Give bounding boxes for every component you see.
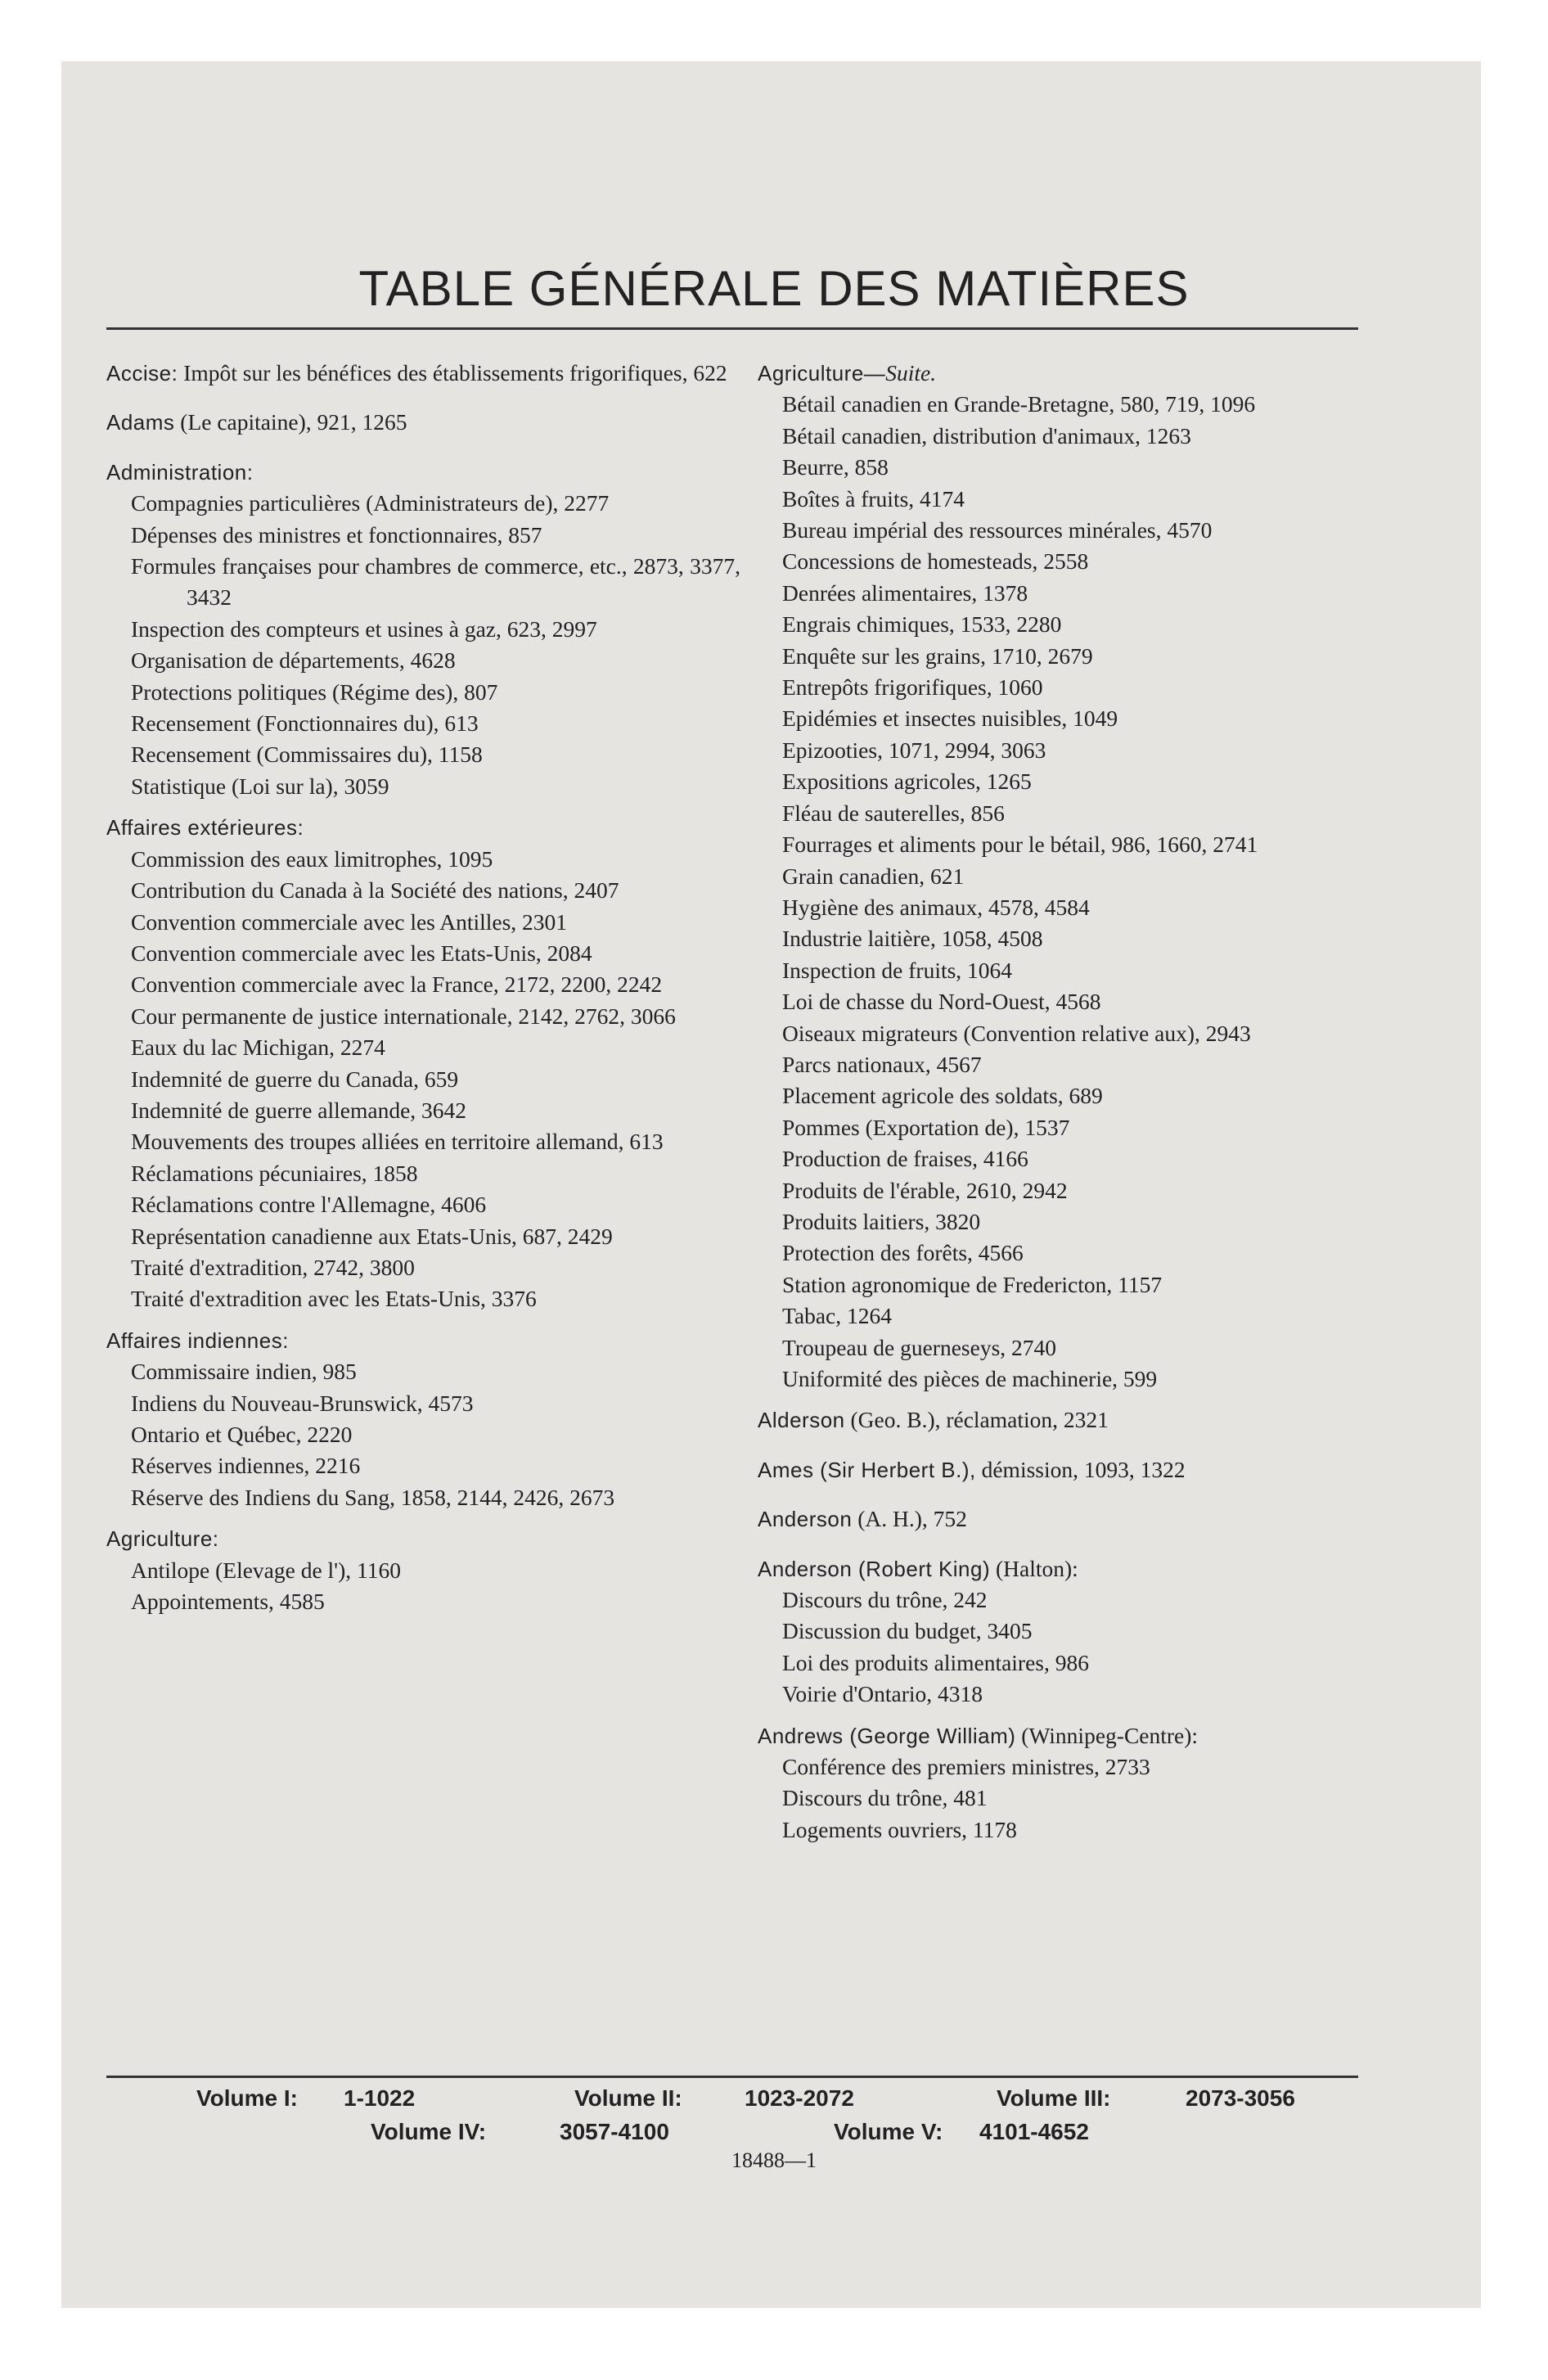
sub-entry-text: Organisation de départements, 4628 [131, 647, 456, 674]
sub-entry-text: Fourrages et aliments pour le bétail, 986, 1660, 2741 [782, 832, 1258, 858]
sub-entry [106, 551, 740, 614]
sub-entry [106, 1586, 740, 1617]
sub-entry-text: Produits de l'érable, 2610, 2942 [782, 1177, 1068, 1203]
index-entry [106, 358, 740, 389]
sub-entry [758, 389, 1367, 420]
index-entry [758, 1454, 1367, 1485]
sub-entry-text: Formules françaises pour chambres de commerce, etc., 2873, 3377, 3432 [131, 553, 740, 611]
sub-entry-text: Compagnies particulières (Administrateurs de), 2277 [131, 490, 610, 516]
sub-entry [758, 1783, 1367, 1814]
sub-entry [106, 708, 740, 739]
sub-entry [758, 484, 1367, 515]
sub-entry [106, 1126, 740, 1157]
sub-entry-text: Convention commerciale avec les Etats-Unis, 2084 [131, 940, 592, 966]
sub-entry [106, 1419, 740, 1450]
entry-head-text: Impôt sur les bénéfices des établissements frigorifiques, 622 [183, 360, 727, 385]
sub-entry-text: Dépenses des ministres et fonctionnaires, 857 [131, 521, 542, 548]
sub-entry [758, 1300, 1367, 1332]
sub-entry [758, 861, 1367, 892]
index-entry [106, 1325, 740, 1513]
entry-head-term: Anderson (Robert King) [758, 1556, 991, 1581]
sub-entry [758, 672, 1367, 703]
sub-entry-text: Epidémies et insectes nuisibles, 1049 [782, 705, 1118, 732]
sub-entry [106, 1095, 740, 1126]
left-column [106, 358, 740, 1627]
sub-entry-text: Appointements, 4585 [131, 1589, 325, 1615]
sub-entry [758, 609, 1367, 640]
index-entry [758, 1553, 1367, 1711]
sub-entry-text: Enquête sur les grains, 1710, 2679 [782, 642, 1093, 669]
sub-entry-text: Eaux du lac Michigan, 2274 [131, 1034, 385, 1061]
entry-heading [758, 1503, 1367, 1535]
index-entry [758, 1503, 1367, 1535]
index-entry [758, 358, 1367, 1395]
sub-entry [106, 677, 740, 708]
sub-entry [758, 1112, 1367, 1143]
sub-entry-text: Indemnité de guerre allemande, 3642 [131, 1097, 467, 1123]
sub-entry-text: Conférence des premiers ministres, 2733 [782, 1754, 1150, 1780]
sub-entry [106, 488, 740, 519]
sub-entry [106, 1032, 740, 1063]
sub-entry-text: Recensement (Fonctionnaires du), 613 [131, 710, 479, 737]
entry-head-term: Alderson [758, 1408, 845, 1433]
sub-entry [106, 1555, 740, 1586]
sub-entry-text: Expositions agricoles, 1265 [782, 769, 1032, 795]
sub-entry-text: Logements ouvriers, 1178 [782, 1816, 1017, 1842]
sub-entry [758, 1584, 1367, 1616]
sub-entry-text: Bureau impérial des ressources minérales, 4570 [782, 517, 1213, 543]
sub-entry [106, 771, 740, 802]
entry-head-term: Accise: [106, 361, 178, 385]
index-entry [758, 1404, 1367, 1436]
sub-entry-text: Beurre, 858 [782, 454, 889, 480]
sub-entry [758, 1616, 1367, 1647]
sub-entry-text: Représentation canadienne aux Etats-Unis, 687, 2429 [131, 1223, 613, 1249]
sub-entry [758, 578, 1367, 609]
sub-entry-text: Réserves indiennes, 2216 [131, 1453, 361, 1479]
entry-head-term: Agriculture— [758, 361, 886, 385]
sub-entry [106, 1001, 740, 1032]
sub-entry [758, 1269, 1367, 1300]
sub-entry-text: Loi de chasse du Nord-Ouest, 4568 [782, 989, 1101, 1015]
index-entry [758, 1720, 1367, 1846]
title-rule [106, 327, 1358, 330]
sub-entry [106, 1158, 740, 1189]
entry-head-text: (Halton): [996, 1555, 1078, 1581]
volume-1-label: Volume I: [196, 2085, 298, 2111]
entry-heading [758, 1553, 1367, 1584]
sub-entry-text: Antilope (Elevage de l'), 1160 [131, 1557, 402, 1583]
sub-entry-text: Engrais chimiques, 1533, 2280 [782, 611, 1062, 638]
sub-entry-text: Loi des produits alimentaires, 986 [782, 1649, 1089, 1675]
sub-entry [106, 1221, 740, 1252]
sub-entry [758, 546, 1367, 577]
sub-entry [758, 421, 1367, 452]
sub-entry-text: Tabac, 1264 [782, 1303, 892, 1329]
sub-entry [758, 766, 1367, 797]
sub-entry [106, 1388, 740, 1419]
entry-heading [106, 1325, 740, 1356]
sub-entry [758, 1332, 1367, 1364]
sub-entry-text: Réserve des Indiens du Sang, 1858, 2144, 2426, 2673 [131, 1484, 615, 1510]
volume-3-label: Volume III: [997, 2085, 1111, 2111]
sub-entry [758, 1206, 1367, 1237]
footer-rule [106, 2076, 1358, 2078]
sub-entry [758, 1080, 1367, 1111]
sub-entry-text: Concessions de homesteads, 2558 [782, 548, 1089, 575]
entry-heading [106, 407, 740, 438]
sub-entry [758, 1049, 1367, 1080]
entry-head-term: Administration: [106, 459, 254, 485]
sub-entry [106, 520, 740, 551]
volume-5-range: 4101-4652 [979, 2119, 1089, 2144]
sub-entry-text: Protection des forêts, 4566 [782, 1240, 1024, 1266]
sub-entry-text: Fléau de sauterelles, 856 [782, 800, 1005, 826]
sub-entry [758, 1143, 1367, 1174]
sub-entry-text: Traité d'extradition avec les Etats-Unis, 3376 [131, 1286, 537, 1312]
sub-entry-text: Statistique (Loi sur la), 3059 [131, 773, 389, 799]
sub-entry-text: Ontario et Québec, 2220 [131, 1422, 353, 1447]
sub-entry-text: Protections politiques (Régime des), 807 [131, 678, 498, 705]
sub-entry [106, 739, 740, 770]
volume-3-range: 2073-3056 [1186, 2085, 1295, 2111]
sub-entry [106, 614, 740, 645]
index-entry [106, 457, 740, 802]
entry-head-term: Affaires indiennes: [106, 1327, 289, 1353]
sub-entry [758, 515, 1367, 546]
entry-head-term: Andrews (George William) [758, 1723, 1016, 1748]
entry-head-text: (Winnipeg-Centre): [1021, 1722, 1199, 1748]
entry-head-term: Ames (Sir Herbert B.), [758, 1457, 976, 1482]
index-entry [106, 1523, 740, 1617]
sub-entry [106, 969, 740, 1000]
sub-entry-text: Pommes (Exportation de), 1537 [782, 1114, 1070, 1140]
entry-heading [106, 457, 740, 488]
volume-5-label: Volume V: [834, 2119, 943, 2144]
sub-entry-text: Inspection de fruits, 1064 [782, 957, 1013, 983]
sub-entry-text: Parcs nationaux, 4567 [782, 1051, 982, 1077]
sub-entry [758, 892, 1367, 923]
sub-entry [106, 1482, 740, 1513]
entry-head-text: démission, 1093, 1322 [981, 1456, 1186, 1482]
sub-entry [106, 1356, 740, 1387]
entry-heading [758, 1720, 1367, 1751]
sub-entry [106, 1189, 740, 1220]
sub-entry-text: Epizooties, 1071, 2994, 3063 [782, 737, 1046, 763]
sub-entry-text: Indiens du Nouveau-Brunswick, 4573 [131, 1390, 474, 1416]
sub-entry [758, 1364, 1367, 1395]
sub-entry [106, 1450, 740, 1481]
sub-entry [758, 641, 1367, 672]
sub-entry-text: Denrées alimentaires, 1378 [782, 579, 1028, 606]
entry-heading [106, 1523, 740, 1554]
sub-entry [106, 1064, 740, 1095]
sub-entry-text: Mouvements des troupes alliées en territoire allemand, 613 [131, 1129, 664, 1155]
sub-entry [758, 923, 1367, 954]
sub-entry [758, 986, 1367, 1017]
sub-entry [106, 844, 740, 875]
sub-entry [106, 938, 740, 969]
sub-entry [758, 955, 1367, 986]
entry-head-term: Affaires extérieures: [106, 815, 304, 841]
sub-entry-text: Oiseaux migrateurs (Convention relative aux), 2943 [782, 1020, 1251, 1046]
sub-entry-text: Commission des eaux limitrophes, 1095 [131, 845, 493, 872]
sub-entry-text: Hygiène des animaux, 4578, 4584 [782, 894, 1090, 920]
sub-entry-text: Inspection des compteurs et usines à gaz, 623, 2997 [131, 615, 597, 642]
volume-2-range: 1023-2072 [745, 2085, 854, 2111]
sub-entry-text: Industrie laitière, 1058, 4508 [782, 926, 1043, 952]
sub-entry-text: Indemnité de guerre du Canada, 659 [131, 1066, 459, 1092]
sub-entry-text: Bétail canadien, distribution d'animaux, 1263 [782, 422, 1191, 449]
sub-entry-text: Commissaire indien, 985 [131, 1359, 357, 1385]
entry-head-term: Anderson [758, 1507, 853, 1532]
sub-entry-text: Traité d'extradition, 2742, 3800 [131, 1254, 415, 1280]
entry-head-text: (Le capitaine), 921, 1265 [180, 409, 407, 435]
sub-entry [758, 1679, 1367, 1710]
sub-entry-text: Discussion du budget, 3405 [782, 1618, 1033, 1644]
sub-entry-text: Placement agricole des soldats, 689 [782, 1083, 1103, 1109]
sub-entry-text: Recensement (Commissaires du), 1158 [131, 741, 483, 768]
sub-entry-text: Convention commerciale avec la France, 2172, 2200, 2242 [131, 971, 663, 998]
sub-entry [758, 1814, 1367, 1846]
entry-head-text: (A. H.), 752 [857, 1506, 967, 1532]
entry-heading [758, 1454, 1367, 1485]
entry-suite: Suite. [885, 360, 937, 385]
sub-entry-text: Réclamations contre l'Allemagne, 4606 [131, 1192, 487, 1218]
sub-entry [758, 829, 1367, 860]
sub-entry-text: Bétail canadien en Grande-Bretagne, 580, 719, 1096 [782, 391, 1256, 417]
sub-entry-text: Boîtes à fruits, 4174 [782, 485, 965, 512]
sub-entry [106, 1283, 740, 1314]
sub-entry-text: Uniformité des pièces de machinerie, 599 [782, 1366, 1158, 1391]
entry-head-text: (Geo. B.), réclamation, 2321 [850, 1407, 1109, 1433]
sub-entry [758, 1751, 1367, 1783]
sub-entry [758, 1018, 1367, 1049]
sub-entry-text: Production de fraises, 4166 [782, 1146, 1028, 1172]
sub-entry [758, 1648, 1367, 1679]
entry-head-term: Adams [106, 410, 175, 435]
entry-heading [106, 358, 740, 389]
sub-entry-text: Grain canadien, 621 [782, 863, 965, 889]
sub-entry-text: Entrepôts frigorifiques, 1060 [782, 674, 1043, 701]
sub-entry [106, 907, 740, 938]
sub-entry-text: Réclamations pécuniaires, 1858 [131, 1160, 418, 1186]
sub-entry-text: Contribution du Canada à la Société des nations, 2407 [131, 877, 619, 904]
entry-head-term: Agriculture: [106, 1526, 219, 1552]
sub-entry [758, 1175, 1367, 1206]
volume-2-label: Volume II: [574, 2085, 682, 2111]
sub-entry-text: Cour permanente de justice internationale, 2142, 2762, 3066 [131, 1003, 676, 1029]
sub-entry-text: Voirie d'Ontario, 4318 [782, 1681, 983, 1707]
sub-entry-text: Produits laitiers, 3820 [782, 1208, 981, 1234]
sub-entry [106, 645, 740, 676]
sub-entry-text: Discours du trône, 242 [782, 1587, 988, 1613]
sub-entry-text: Troupeau de guerneseys, 2740 [782, 1334, 1057, 1360]
sub-entry [758, 1237, 1367, 1269]
sub-entry-text: Discours du trône, 481 [782, 1785, 988, 1811]
sub-entry [758, 798, 1367, 829]
page-number: 18488—1 [731, 2148, 817, 2172]
entry-heading [106, 812, 740, 843]
sub-entry-text: Station agronomique de Fredericton, 1157 [782, 1271, 1163, 1297]
volume-4-range: 3057-4100 [560, 2119, 669, 2144]
sub-entry [106, 875, 740, 906]
page-title: TABLE GÉNÉRALE DES MATIÈRES [358, 261, 1190, 316]
sub-entry [758, 452, 1367, 483]
index-entry [106, 407, 740, 438]
sub-entry-text: Convention commerciale avec les Antilles, 2301 [131, 908, 568, 935]
sub-entry [758, 703, 1367, 734]
index-entry [106, 812, 740, 1315]
entry-heading [758, 358, 1367, 389]
sub-entry [106, 1252, 740, 1283]
volume-4-label: Volume IV: [371, 2119, 487, 2144]
entry-heading [758, 1404, 1367, 1436]
right-column [758, 358, 1367, 1855]
sub-entry [758, 735, 1367, 766]
volume-1-range: 1-1022 [344, 2085, 416, 2111]
